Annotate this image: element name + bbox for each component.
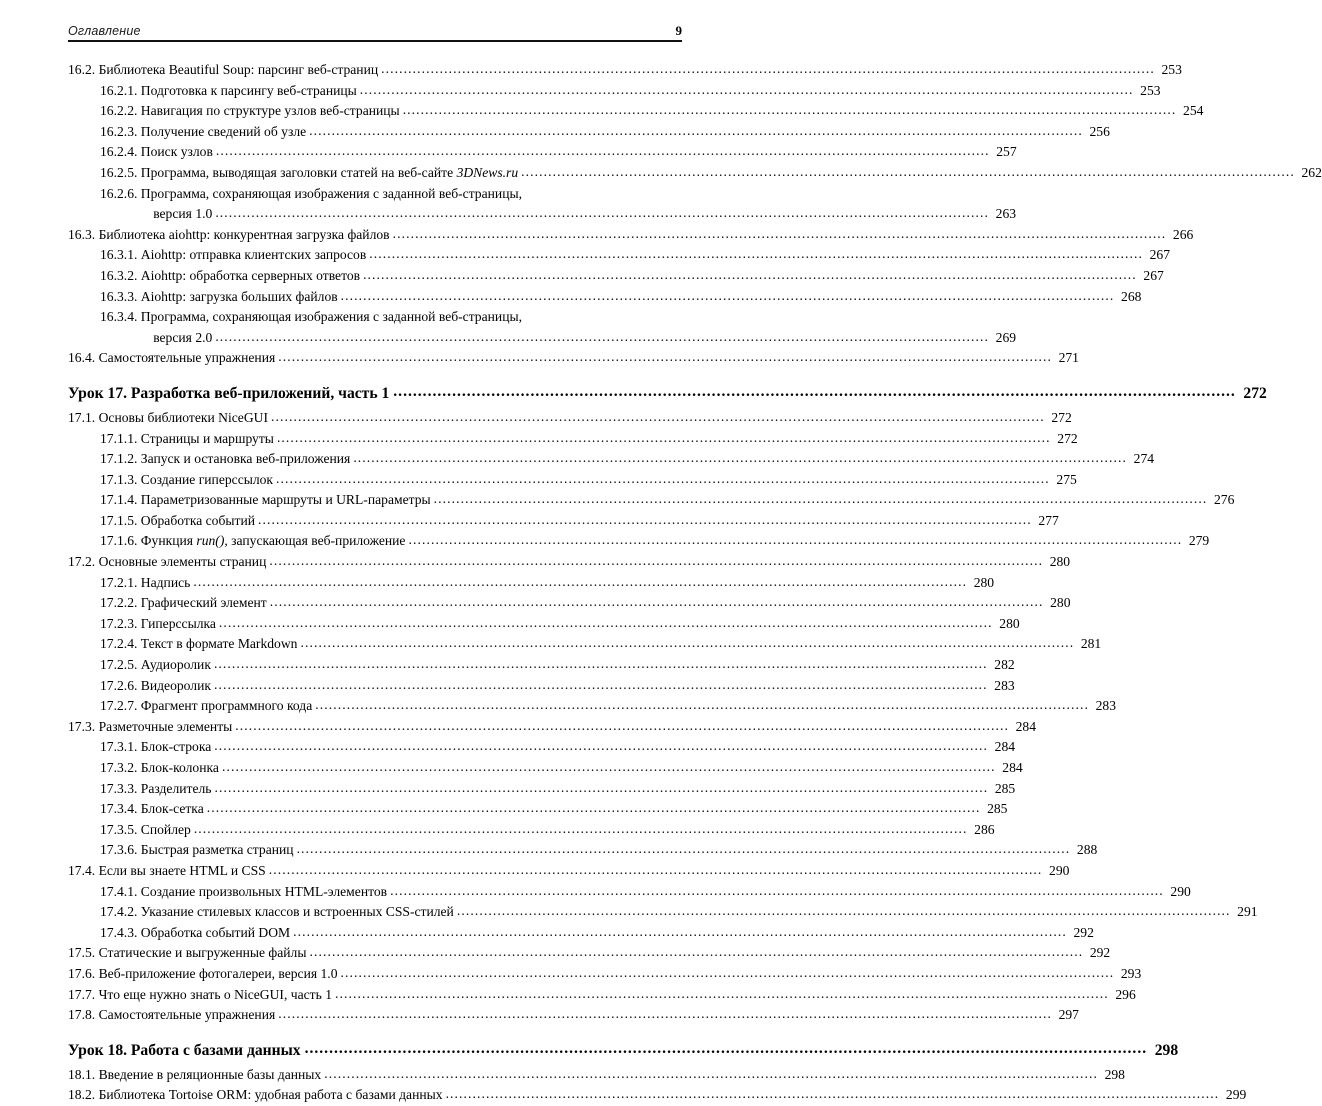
dot-leader bbox=[214, 736, 988, 757]
entry-title-emphasis: 3DNews.ru bbox=[456, 164, 519, 180]
toc-entry[interactable] bbox=[100, 655, 1015, 676]
entry-title: Программа, выводящая заголовки статей на веб-сайте 3DNews.ru bbox=[140, 164, 519, 180]
entry-number: 17.3.2. bbox=[100, 760, 141, 775]
entry-number: 17.1. bbox=[68, 409, 99, 425]
toc-entry[interactable] bbox=[100, 737, 1016, 758]
entry-title: Гиперссылка bbox=[140, 615, 216, 631]
dot-leader bbox=[408, 530, 1182, 551]
toc-entry[interactable] bbox=[68, 985, 1136, 1006]
dot-leader bbox=[214, 654, 988, 675]
entry-number: 17.1.6. bbox=[100, 533, 141, 549]
toc-entry[interactable] bbox=[68, 717, 1037, 738]
toc-entry[interactable] bbox=[68, 408, 1072, 429]
dot-leader bbox=[360, 80, 1134, 101]
entry-title: Основы библиотеки NiceGUI bbox=[98, 409, 268, 425]
entry-page-number: 272 bbox=[1057, 430, 1078, 446]
entry-title-emphasis: run() bbox=[196, 533, 225, 549]
dot-leader bbox=[222, 757, 996, 778]
entry-number: 17.3.4. bbox=[100, 801, 141, 817]
entry-title: Текст в формате Markdown bbox=[140, 636, 298, 652]
entry-page-number: 280 bbox=[999, 615, 1020, 631]
toc-entry[interactable] bbox=[100, 593, 1071, 614]
entry-title: Параметризованные маршруты и URL-параметры bbox=[140, 492, 431, 508]
toc-entry[interactable] bbox=[100, 101, 1204, 122]
dot-leader bbox=[297, 839, 1071, 860]
toc-entry[interactable] bbox=[100, 163, 1322, 184]
dot-leader bbox=[271, 407, 1045, 428]
entry-page-number: 271 bbox=[1058, 350, 1079, 366]
entry-number: 17.3.1. bbox=[100, 739, 141, 755]
toc-entry[interactable] bbox=[68, 1065, 1125, 1086]
dot-leader bbox=[521, 162, 1295, 183]
entry-number: 17.1.5. bbox=[100, 512, 141, 528]
entry-title: Веб-приложение фотогалереи, версия 1.0 bbox=[98, 965, 338, 981]
entry-page-number: 296 bbox=[1115, 986, 1136, 1002]
entry-title: Аудиоролик bbox=[140, 657, 211, 673]
entry-title: Если вы знаете HTML и CSS bbox=[98, 862, 266, 878]
entry-page-number: 268 bbox=[1121, 288, 1142, 304]
dot-leader bbox=[214, 778, 988, 799]
dot-leader bbox=[215, 327, 989, 348]
entry-title: Что еще нужно знать о NiceGUI, часть 1 bbox=[98, 986, 332, 1002]
toc-entry[interactable] bbox=[100, 779, 1016, 800]
dot-leader bbox=[403, 100, 1177, 121]
dot-leader bbox=[270, 592, 1044, 613]
entry-title: Видеоролик bbox=[140, 677, 211, 693]
dot-leader bbox=[235, 716, 1009, 737]
entry-title: Навигация по структуре узлов веб-страницы bbox=[140, 103, 400, 119]
toc-entry[interactable] bbox=[68, 943, 1111, 964]
toc-entry[interactable] bbox=[100, 676, 1015, 697]
entry-page-number: 292 bbox=[1089, 945, 1111, 961]
entry-page-number: 297 bbox=[1058, 1007, 1079, 1023]
entry-title: Библиотека Beautiful Soup: парсинг веб-страниц bbox=[98, 62, 379, 77]
entry-number: 17.2. bbox=[68, 554, 99, 570]
entry-page-number: 280 bbox=[973, 574, 995, 590]
entry-title-continuation: версия 1.0 bbox=[153, 206, 213, 222]
toc-entry[interactable] bbox=[100, 470, 1077, 491]
entry-title: Программа, сохраняющая изображения с заданной веб-страницы, bbox=[140, 309, 522, 325]
entry-title: Aiohttp: загрузка больших файлов bbox=[140, 288, 338, 304]
running-header-page-number: 9 bbox=[675, 23, 682, 38]
entry-page-number: 281 bbox=[1080, 636, 1102, 652]
toc-entry-continuation[interactable] bbox=[100, 328, 1017, 349]
dot-leader bbox=[434, 489, 1208, 510]
entry-page-number: 272 bbox=[1243, 384, 1267, 402]
entry-page-number: 293 bbox=[1120, 965, 1142, 981]
entry-page-number: 275 bbox=[1056, 471, 1077, 487]
entry-title: Введение в реляционные базы данных bbox=[98, 1066, 322, 1082]
entry-number: 17.3. bbox=[68, 718, 99, 734]
dot-leader bbox=[457, 901, 1231, 922]
entry-number: 16.3.4. bbox=[100, 309, 141, 325]
toc-entry[interactable] bbox=[100, 287, 1142, 308]
entry-page-number: 285 bbox=[994, 780, 1016, 796]
entry-title: Надпись bbox=[140, 574, 191, 590]
entry-page-number: 286 bbox=[974, 821, 995, 837]
toc-entry[interactable] bbox=[100, 758, 1023, 779]
dot-leader bbox=[341, 963, 1115, 984]
dot-leader bbox=[277, 428, 1051, 449]
entry-number: 16.2.1. bbox=[100, 82, 141, 98]
toc-lesson-entry[interactable] bbox=[68, 1040, 1179, 1062]
toc-entry[interactable] bbox=[100, 820, 995, 841]
entry-title: Статические и выгруженные файлы bbox=[98, 945, 307, 961]
entry-page-number: 282 bbox=[994, 657, 1015, 673]
entry-number: 17.2.6. bbox=[100, 677, 141, 693]
entry-title: Спойлер bbox=[140, 821, 191, 837]
entry-page-number: 291 bbox=[1237, 904, 1258, 920]
dot-leader bbox=[216, 141, 990, 162]
entry-number: 16.3. bbox=[68, 226, 99, 242]
dot-leader bbox=[269, 860, 1043, 881]
entry-title: Указание стилевых классов и встроенных CSS-стилей bbox=[140, 904, 454, 920]
entry-title: Обработка событий DOM bbox=[140, 924, 291, 940]
toc-entry[interactable] bbox=[100, 902, 1258, 923]
dot-leader bbox=[194, 819, 968, 840]
toc-entry[interactable] bbox=[100, 266, 1164, 287]
toc-entry[interactable] bbox=[68, 60, 1182, 81]
toc-entry[interactable] bbox=[68, 1085, 1247, 1106]
entry-page-number: 284 bbox=[1015, 718, 1037, 734]
toc-entry-continuation[interactable] bbox=[100, 204, 1017, 225]
toc-entry[interactable] bbox=[100, 882, 1191, 903]
entry-title: Самостоятельные упражнения bbox=[98, 350, 276, 366]
entry-number: 17.4.2. bbox=[100, 904, 141, 920]
dot-leader bbox=[269, 551, 1043, 572]
dot-leader bbox=[393, 381, 1236, 403]
entry-number: 17.2.1. bbox=[100, 574, 141, 590]
toc-entry[interactable] bbox=[100, 634, 1102, 655]
dot-leader bbox=[369, 244, 1143, 265]
running-header-title: Оглавление bbox=[68, 23, 141, 38]
entry-page-number: 279 bbox=[1188, 533, 1210, 549]
toc-entry[interactable] bbox=[68, 552, 1071, 573]
entry-page-number: 283 bbox=[1095, 698, 1116, 714]
dot-leader bbox=[214, 675, 988, 696]
dot-leader bbox=[335, 984, 1109, 1005]
entry-number: 17.6. bbox=[68, 965, 99, 981]
entry-page-number: 284 bbox=[1002, 760, 1023, 775]
toc-entry[interactable] bbox=[100, 307, 714, 328]
entry-title: Разделитель bbox=[140, 780, 212, 796]
entry-number: 17.3.6. bbox=[100, 842, 141, 858]
entry-title: Разметочные элементы bbox=[98, 718, 233, 734]
entry-page-number: 254 bbox=[1183, 103, 1204, 119]
dot-leader bbox=[193, 572, 967, 593]
toc-entry[interactable] bbox=[68, 861, 1070, 882]
dot-leader bbox=[324, 1064, 1098, 1085]
entry-number: 17.2.4. bbox=[100, 636, 141, 652]
entry-page-number: 267 bbox=[1143, 267, 1164, 283]
entry-number: 18.2. bbox=[68, 1087, 99, 1103]
entry-number: 16.2.6. bbox=[100, 185, 141, 201]
entry-number: 17.4.3. bbox=[100, 924, 141, 940]
dot-leader bbox=[258, 510, 1032, 531]
entry-title: Основные элементы страниц bbox=[98, 554, 267, 570]
entry-title: Поиск узлов bbox=[140, 144, 213, 160]
entry-page-number: 290 bbox=[1049, 862, 1070, 878]
entry-title: Программа, сохраняющая изображения с заданной веб-страницы, bbox=[140, 185, 522, 201]
entry-number: 16.2. bbox=[68, 62, 99, 77]
toc-entry[interactable] bbox=[100, 799, 1008, 820]
toc-entry[interactable] bbox=[100, 142, 1017, 163]
dot-leader bbox=[381, 59, 1155, 80]
toc-entry[interactable] bbox=[68, 1005, 1079, 1026]
toc-entry[interactable] bbox=[68, 964, 1142, 985]
entry-page-number: 253 bbox=[1161, 62, 1182, 77]
entry-number: 17.2.5. bbox=[100, 657, 141, 673]
entry-title: Создание гиперссылок bbox=[140, 471, 274, 487]
entry-title: Библиотека aiohttp: конкурентная загрузка файлов bbox=[98, 226, 390, 242]
toc-entry[interactable] bbox=[100, 245, 1171, 266]
toc-entry[interactable] bbox=[100, 840, 1098, 861]
dot-leader bbox=[278, 1004, 1052, 1025]
dot-leader bbox=[278, 347, 1052, 368]
toc-entry[interactable] bbox=[100, 573, 995, 594]
toc-entry[interactable] bbox=[100, 449, 1155, 470]
entry-page-number: 272 bbox=[1051, 409, 1072, 425]
entry-page-number: 298 bbox=[1154, 1041, 1179, 1059]
entry-title: Библиотека Tortoise ORM: удобная работа с базами данных bbox=[98, 1087, 443, 1103]
dot-leader bbox=[363, 265, 1137, 286]
entry-number: 17.1.2. bbox=[100, 451, 141, 467]
dot-leader bbox=[305, 1038, 1148, 1060]
dot-leader bbox=[353, 448, 1127, 469]
entry-title: Урок 17. Разработка веб-приложений, часть 1 bbox=[68, 384, 390, 402]
dot-leader bbox=[276, 469, 1050, 490]
entry-page-number: 266 bbox=[1172, 226, 1194, 242]
entry-number: 17.2.7. bbox=[100, 698, 141, 714]
entry-number: 18.1. bbox=[68, 1066, 99, 1082]
dot-leader bbox=[309, 942, 1083, 963]
toc-entry[interactable] bbox=[100, 184, 714, 205]
toc-entry[interactable] bbox=[100, 511, 1059, 532]
dot-leader bbox=[315, 695, 1089, 716]
entry-number: 16.3.2. bbox=[100, 267, 141, 283]
entry-number: 16.4. bbox=[68, 350, 99, 366]
entry-page-number: 290 bbox=[1170, 883, 1191, 899]
entry-number: 17.1.1. bbox=[100, 430, 141, 446]
entry-title: Aiohttp: отправка клиентских запросов bbox=[140, 247, 367, 263]
entry-title: Aiohttp: обработка серверных ответов bbox=[140, 267, 361, 283]
dot-leader bbox=[219, 613, 993, 634]
toc-entry[interactable] bbox=[100, 429, 1078, 450]
entry-number: 17.1.3. bbox=[100, 471, 141, 487]
entry-page-number: 288 bbox=[1076, 842, 1098, 858]
entry-title: Урок 18. Работа с базами данных bbox=[68, 1041, 301, 1059]
entry-page-number: 253 bbox=[1140, 82, 1161, 98]
entry-page-number: 283 bbox=[994, 677, 1015, 693]
entry-title: Подготовка к парсингу веб-страницы bbox=[140, 82, 357, 98]
toc-entry[interactable] bbox=[68, 225, 1194, 246]
dot-leader bbox=[393, 224, 1167, 245]
entry-number: 16.2.4. bbox=[100, 144, 141, 160]
entry-number: 17.3.3. bbox=[100, 780, 141, 796]
entry-page-number: 269 bbox=[995, 329, 1017, 345]
toc-entry[interactable] bbox=[100, 696, 1116, 717]
dot-leader bbox=[446, 1084, 1220, 1105]
entry-page-number: 274 bbox=[1133, 451, 1155, 467]
dot-leader bbox=[300, 633, 1074, 654]
entry-number: 16.3.3. bbox=[100, 288, 141, 304]
entry-title: Функция run(), запускающая веб-приложение bbox=[140, 533, 406, 549]
entry-page-number: 262 bbox=[1301, 164, 1322, 180]
entry-number: 17.4. bbox=[68, 862, 99, 878]
entry-page-number: 263 bbox=[995, 206, 1017, 222]
entry-number: 16.3.1. bbox=[100, 247, 141, 263]
entry-number: 17.7. bbox=[68, 986, 99, 1002]
entry-title: Обработка событий bbox=[140, 512, 256, 528]
entry-page-number: 284 bbox=[994, 739, 1016, 755]
entry-page-number: 280 bbox=[1050, 595, 1071, 611]
dot-leader bbox=[341, 286, 1115, 307]
toc-entry[interactable] bbox=[100, 122, 1110, 143]
entry-number: 17.3.5. bbox=[100, 821, 141, 837]
entry-title: Быстрая разметка страниц bbox=[140, 842, 294, 858]
entry-title: Фрагмент программного кода bbox=[140, 698, 313, 714]
dot-leader bbox=[215, 203, 989, 224]
toc-entry[interactable] bbox=[100, 490, 1235, 511]
entry-page-number: 257 bbox=[996, 144, 1017, 160]
toc-entry[interactable] bbox=[100, 531, 1210, 552]
entry-title: Самостоятельные упражнения bbox=[98, 1007, 276, 1023]
entry-page-number: 280 bbox=[1049, 554, 1071, 570]
toc-lesson-entry[interactable] bbox=[68, 383, 1267, 405]
dot-leader bbox=[207, 798, 981, 819]
entry-number: 17.8. bbox=[68, 1007, 99, 1023]
entry-number: 16.2.5. bbox=[100, 164, 141, 180]
entry-number: 17.1.4. bbox=[100, 492, 141, 508]
table-of-contents bbox=[68, 60, 1322, 1106]
entry-title: Получение сведений об узле bbox=[140, 123, 307, 139]
entry-page-number: 292 bbox=[1073, 924, 1094, 940]
entry-title: Блок-колонка bbox=[140, 760, 219, 775]
entry-page-number: 298 bbox=[1104, 1066, 1125, 1082]
dot-leader bbox=[390, 881, 1164, 902]
toc-entry[interactable] bbox=[68, 348, 1079, 369]
entry-title-continuation: версия 2.0 bbox=[153, 329, 213, 345]
toc-entry[interactable] bbox=[100, 923, 1094, 944]
entry-page-number: 256 bbox=[1089, 123, 1110, 139]
entry-page-number: 285 bbox=[987, 801, 1008, 817]
entry-number: 16.2.2. bbox=[100, 103, 141, 119]
entry-number: 16.2.3. bbox=[100, 123, 141, 139]
dot-leader bbox=[309, 121, 1083, 142]
entry-title: Создание произвольных HTML-элементов bbox=[140, 883, 388, 899]
dot-leader bbox=[293, 922, 1067, 943]
running-header bbox=[68, 24, 682, 42]
entry-number: 17.5. bbox=[68, 945, 99, 961]
entry-page-number: 276 bbox=[1214, 492, 1235, 508]
toc-entry[interactable] bbox=[100, 81, 1161, 102]
entry-title: Страницы и маршруты bbox=[140, 430, 274, 446]
toc-entry[interactable] bbox=[100, 614, 1020, 635]
entry-page-number: 277 bbox=[1038, 512, 1059, 528]
entry-number: 17.4.1. bbox=[100, 883, 141, 899]
entry-number: 17.2.3. bbox=[100, 615, 141, 631]
entry-number: 17.2.2. bbox=[100, 595, 141, 611]
entry-page-number: 267 bbox=[1149, 247, 1171, 263]
entry-title: Запуск и остановка веб-приложения bbox=[140, 451, 351, 467]
entry-page-number: 299 bbox=[1225, 1087, 1247, 1103]
entry-title: Блок-строка bbox=[140, 739, 212, 755]
entry-title: Блок-сетка bbox=[140, 801, 204, 817]
entry-title: Графический элемент bbox=[140, 595, 267, 611]
